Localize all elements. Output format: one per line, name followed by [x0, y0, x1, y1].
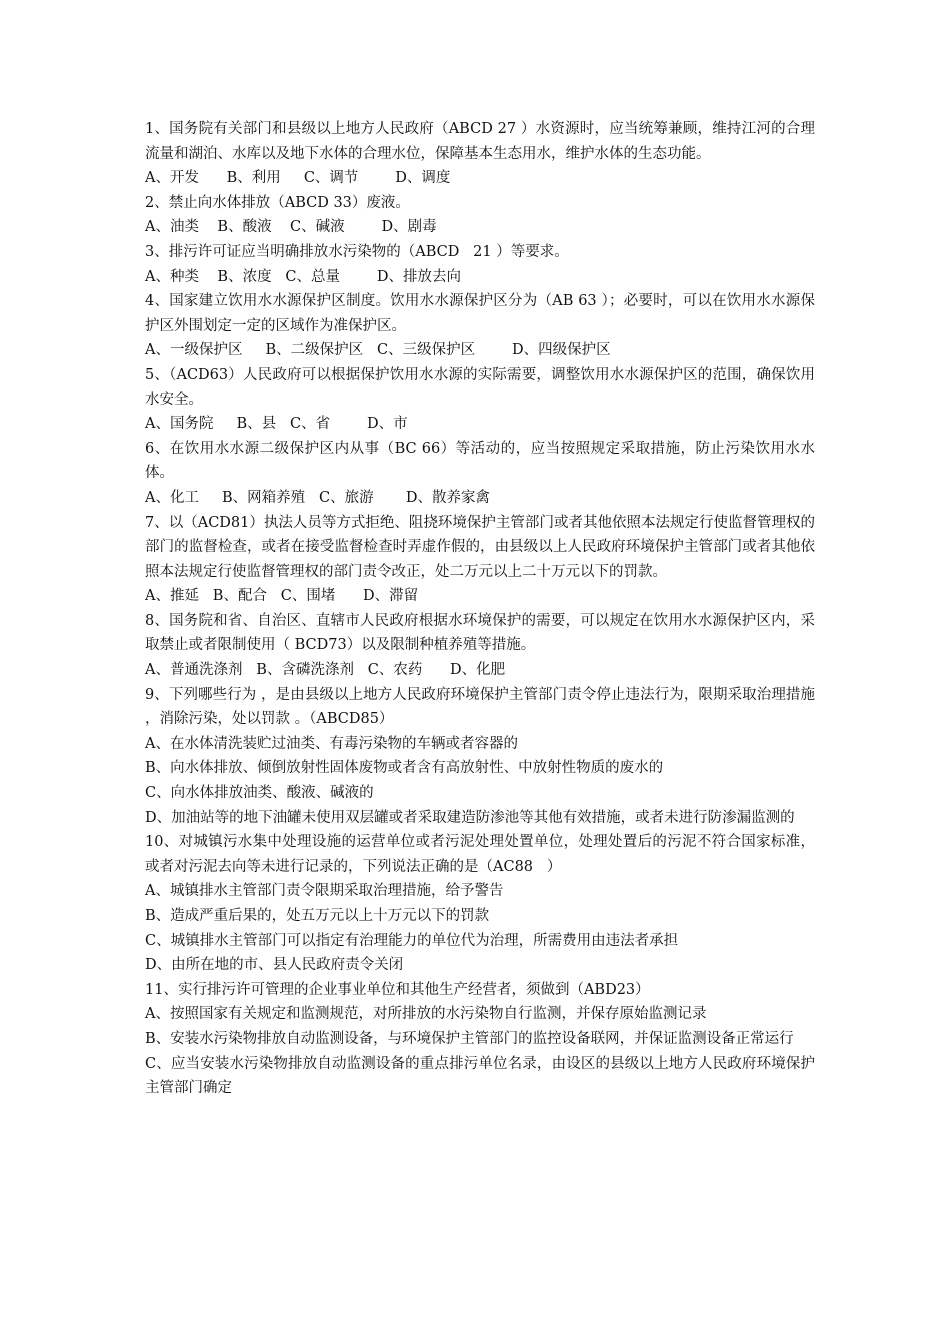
question-2-options: A、油类 B、酸液 C、碱液 D、剧毒: [145, 219, 437, 236]
question-11-option-c: C、应当安装水污染物排放自动监测设备的重点排污单位名录，由设区的县级以上地方人民政府环境保护主管部门确定: [145, 1055, 815, 1097]
question-2-stem: 2、禁止向水体排放（ABCD 33）废液。: [145, 194, 410, 211]
question-3-stem: 3、排污许可证应当明确排放水污染物的（ABCD 21 ）等要求。: [145, 243, 569, 260]
question-5-options: A、国务院 B、县 C、省 D、市: [145, 416, 408, 433]
question-7-options: A、推延 B、配合 C、围堵 D、滞留: [145, 588, 419, 605]
question-9-option-c: C、向水体排放油类、酸液、碱液的: [145, 785, 374, 802]
document-page: [145, 117, 820, 1101]
question-4-options: A、一级保护区 B、二级保护区 C、三级保护区 D、四级保护区: [145, 342, 611, 359]
question-1-options: A、开发 B、利用 C、调节 D、调度: [145, 170, 451, 187]
question-9-option-d: D、加油站等的地下油罐未使用双层罐或者采取建造防渗池等其他有效措施，或者未进行防渗漏监测的: [145, 809, 795, 826]
question-7-stem: 7、以（ACD81）执法人员等方式拒绝、阻挠环境保护主管部门或者其他依照本法规定行使监督管理权的部门的监督检查，或者在接受监督检查时弄虚作假的，由县级以上人民政府环境保护主管部门或者其他依照本法规定行使监督管理权的部门责令改正，处二万元以上二十万元以下的罚款。: [145, 514, 815, 580]
question-8-stem: 8、国务院和省、自治区、直辖市人民政府根据水环境保护的需要，可以规定在饮用水水源保护区内，采取禁止或者限制使用（ BCD73）以及限制种植养殖等措施。: [145, 612, 815, 654]
question-9-option-b: B、向水体排放、倾倒放射性固体废物或者含有高放射性、中放射性物质的废水的: [145, 760, 664, 777]
question-5-stem: 5、（ACD63）人民政府可以根据保护饮用水水源的实际需要，调整饮用水水源保护区的范围，确保饮用水安全。: [145, 366, 815, 408]
question-9-option-a: A、在水体清洗装贮过油类、有毒污染物的车辆或者容器的: [145, 735, 518, 752]
question-4-stem: 4、国家建立饮用水水源保护区制度。饮用水水源保护区分为（AB 63 ）；必要时，可以在饮用水水源保护区外围划定一定的区域作为准保护区。: [145, 293, 815, 334]
question-6-stem: 6、在饮用水水源二级保护区内从事（BC 66）等活动的，应当按照规定采取措施，防止污染饮用水水体。: [145, 440, 815, 482]
question-6-options: A、化工 B、网箱养殖 C、旅游 D、散养家禽: [145, 489, 490, 506]
question-8-options: A、普通洗涤剂 B、含磷洗涤剂 C、农药 D、化肥: [145, 662, 506, 679]
question-3-options: A、种类 B、浓度 C、总量 D、排放去向: [145, 268, 461, 285]
question-10-option-c: C、城镇排水主管部门可以指定有治理能力的单位代为治理，所需费用由违法者承担: [145, 932, 679, 949]
question-11-option-a: A、按照国家有关规定和监测规范，对所排放的水污染物自行监测，并保存原始监测记录: [145, 1006, 707, 1023]
question-10-option-a: A、城镇排水主管部门责令限期采取治理措施，给予警告: [145, 883, 504, 900]
question-9-stem: 9、下列哪些行为 ，是由县级以上地方人民政府环境保护主管部门责令停止违法行为，限期采取治理措施 ，消除污染，处以罚款 。（ABCD85）: [145, 686, 820, 728]
question-10-stem: 10、对城镇污水集中处理设施的运营单位或者污泥处理处置单位，处理处置后的污泥不符合国家标准，或者对污泥去向等未进行记录的，下列说法正确的是（AC88 ）: [145, 834, 815, 875]
question-11-stem: 11、实行排污许可管理的企业事业单位和其他生产经营者，须做到（ABD23）: [145, 981, 650, 998]
question-1-stem: 1、国务院有关部门和县级以上地方人民政府（ABCD 27 ）水资源时，应当统筹兼顾，维持江河的合理流量和湖泊、水库以及地下水体的合理水位，保障基本生态用水，维护水体的生态功能。: [145, 121, 815, 162]
question-10-option-b: B、造成严重后果的，处五万元以上十万元以下的罚款: [145, 908, 490, 924]
question-11-option-b: B、安装水污染物排放自动监测设备，与环境保护主管部门的监控设备联网，并保证监测设备正常运行: [145, 1030, 794, 1047]
question-10-option-d: D、由所在地的市、县人民政府责令关闭: [145, 957, 404, 974]
